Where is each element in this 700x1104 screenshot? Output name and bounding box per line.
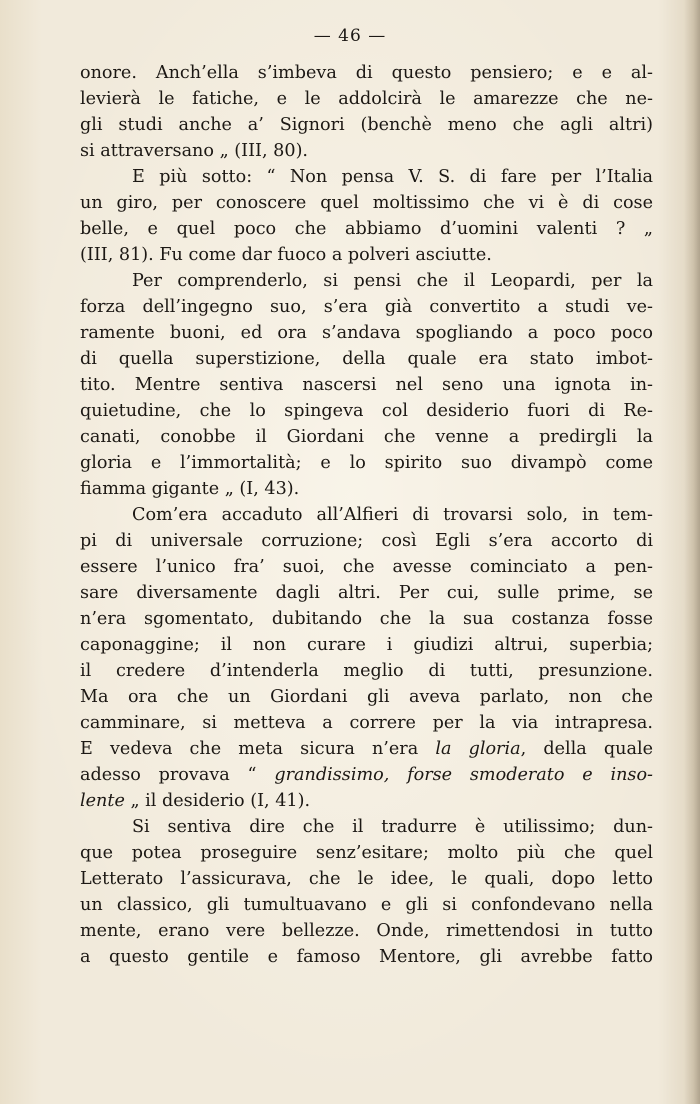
text-line [80,918,653,944]
italic-text-run: lente [80,791,125,811]
text-run: quietudine, che lo spingeva col desiderio fuori di Re- [80,401,653,421]
text-run: un classico, gli tumultuavano e gli si confondevano nella [80,895,653,915]
text-run: pi di universale corruzione; così Egli s’era accorto di [80,531,653,551]
italic-text-run: la gloria [435,739,521,759]
text-line [80,762,653,788]
italic-text-run: grandissimo, forse smoderato e inso- [274,765,653,785]
text-run: forza dell’ingegno suo, s’era già convertito a studi ve- [80,297,653,317]
text-line [80,814,653,840]
page-binding-shadow [684,0,700,1104]
text-run: fiamma gigante „ (I, 43). [80,479,300,499]
text-line [80,866,653,892]
text-run: Per comprenderlo, si pensi che il Leopardi, per la [132,271,653,291]
text-line [80,892,653,918]
text-line [80,710,653,736]
text-line [80,372,653,398]
text-run: (III, 81). Fu come dar fuoco a polveri asciutte. [80,245,492,265]
text-run: gloria e l’immortalità; e lo spirito suo divampò come [80,453,653,473]
text-run: ramente buoni, ed ora s’andava spogliando a poco poco [80,323,653,343]
text-run: Si sentiva dire che il tradurre è utilissimo; dun- [132,817,653,837]
text-line [80,632,653,658]
text-run: „ il desiderio (I, 41). [124,791,311,811]
text-run: adesso provava “ [80,765,275,785]
text-run: belle, e quel poco che abbiamo d’uomini valenti ? „ [80,219,653,239]
text-run: essere l’unico fra’ suoi, che avesse cominciato a pen- [80,557,653,577]
page-number: — 46 — [313,26,387,46]
body-text [80,60,653,970]
text-line [80,216,653,242]
text-run: tito. Mentre sentiva nascersi nel seno una ignota in- [80,375,653,395]
text-line [80,268,653,294]
text-run: mente, erano vere bellezze. Onde, rimettendosi in tutto [80,921,653,941]
text-run: canati, conobbe il Giordani che venne a predirgli la [80,427,653,447]
text-run: Letterato l’assicurava, che le idee, le quali, dopo letto [80,869,653,889]
text-line [80,528,653,554]
text-line [80,60,653,86]
text-line [80,398,653,424]
text-line [80,840,653,866]
text-line [80,164,653,190]
text-run: onore. Anch’ella s’imbeva di questo pensiero; e e al- [80,63,653,83]
text-line [80,450,653,476]
text-line [80,242,653,268]
text-run: Ma ora che un Giordani gli aveva parlato, non che [80,687,653,707]
text-line [80,86,653,112]
text-run: il credere d’intenderla meglio di tutti, presunzione. [80,661,653,681]
text-line [80,502,653,528]
text-run: un giro, per conoscere quel moltissimo che vi è di cose [80,193,653,213]
text-run: , della quale [520,739,653,759]
text-run: di quella superstizione, della quale era stato imbot- [80,349,653,369]
text-line [80,736,653,762]
text-run: gli studi anche a’ Signori (benchè meno che agli altri) [80,115,653,135]
text-line [80,554,653,580]
text-line [80,684,653,710]
text-line [80,580,653,606]
text-run: sare diversamente dagli altri. Per cui, sulle prime, se [80,583,653,603]
text-line [80,944,653,970]
text-run: n’era sgomentato, dubitando che la sua costanza fosse [80,609,653,629]
text-line [80,476,653,502]
text-line [80,112,653,138]
text-run: que potea proseguire senz’esitare; molto più che quel [80,843,653,863]
text-line [80,424,653,450]
text-run: E vedeva che meta sicura n’era [80,739,436,759]
text-line [80,788,653,814]
text-run: E più sotto: “ Non pensa V. S. di fare per l’Italia [132,167,653,187]
text-line [80,346,653,372]
text-line [80,190,653,216]
text-run: levierà le fatiche, e le addolcirà le amarezze che ne- [80,89,653,109]
text-line [80,320,653,346]
text-run: camminare, si metteva a correre per la via intrapresa. [80,713,653,733]
text-line [80,138,653,164]
text-line [80,606,653,632]
text-run: a questo gentile e famoso Mentore, gli avrebbe fatto [80,947,653,967]
text-run: Com’era accaduto all’Alfieri di trovarsi solo, in tem- [132,505,653,525]
text-line [80,294,653,320]
text-line [80,658,653,684]
text-run: caponaggine; il non curare i giudizi altrui, superbia; [80,635,653,655]
text-run: si attraversano „ (III, 80). [80,141,309,161]
